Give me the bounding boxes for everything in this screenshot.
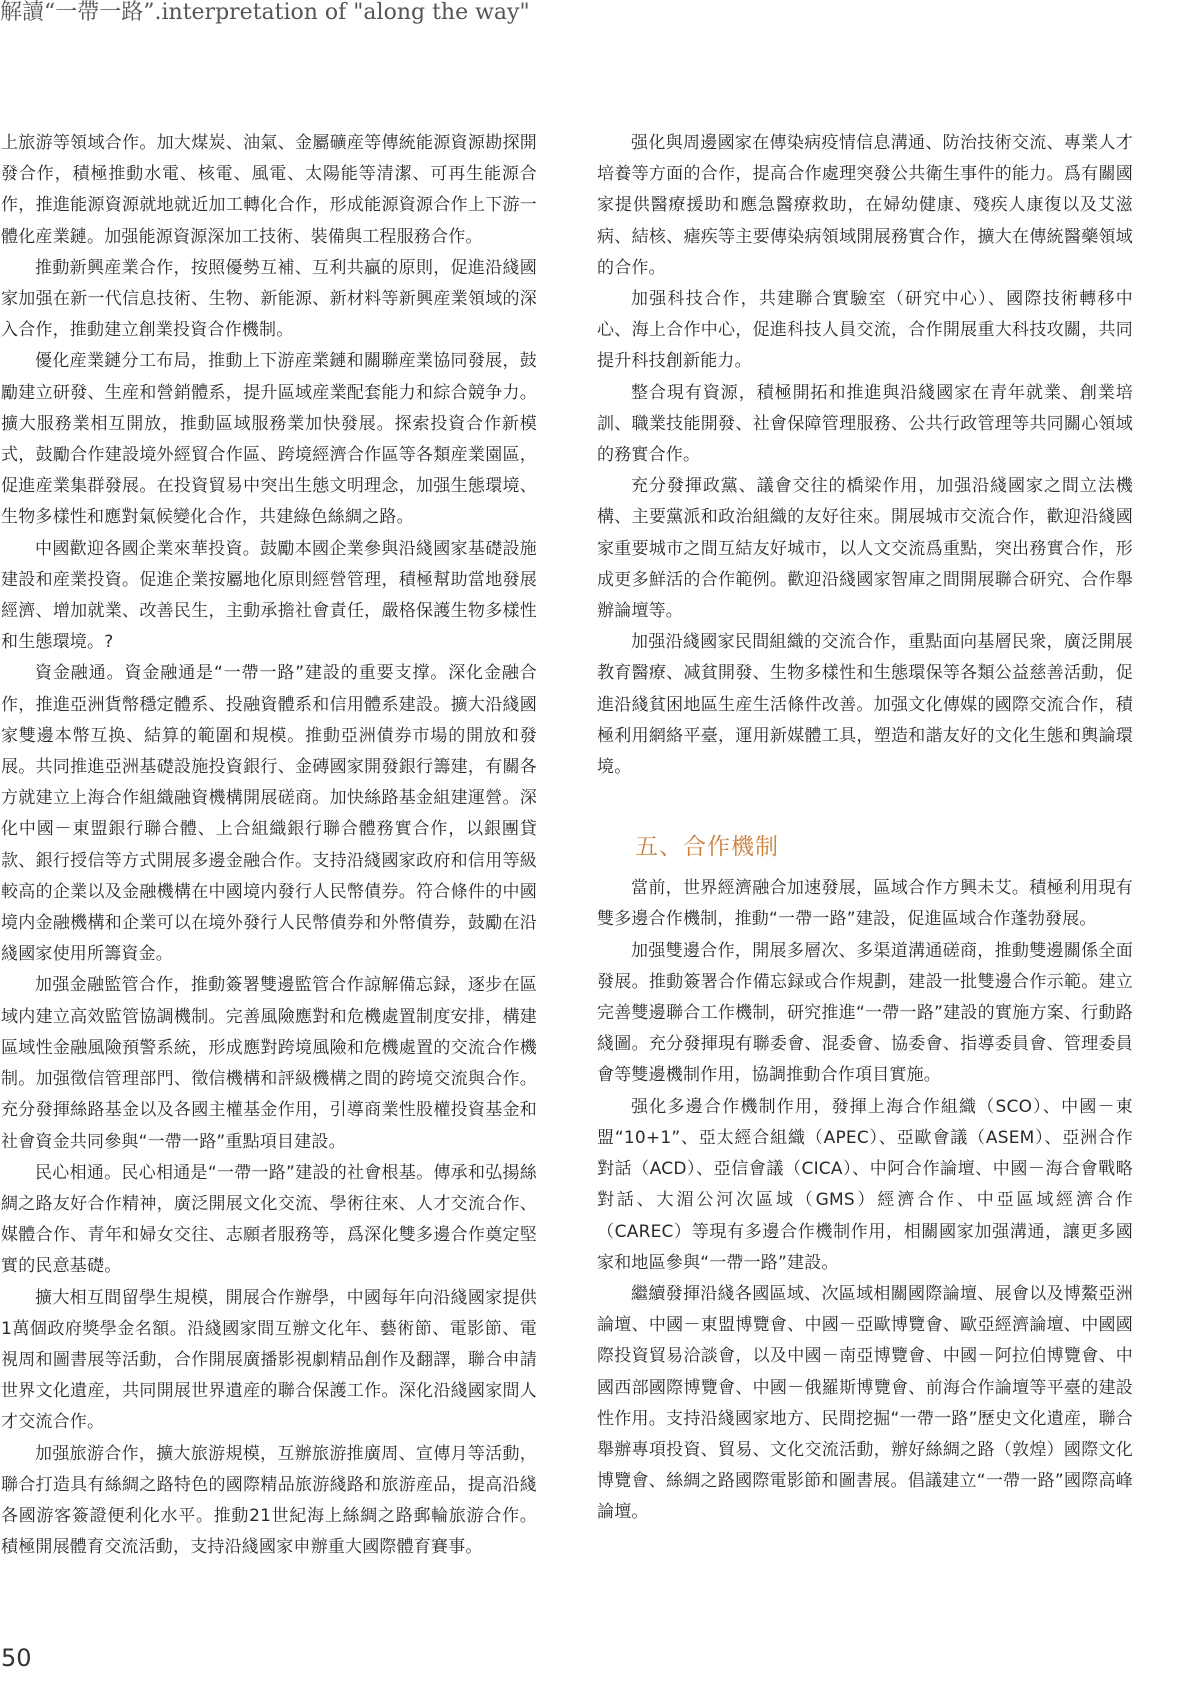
body-paragraph: 上旅游等領域合作。加大煤炭、油氣、金屬礦産等傳統能源資源勘探開發合作，積極推動水電、核電、風電、太陽能等清潔、可再生能源合作，推進能源資源就地就近加工轉化合作，形成能源資源合作上下游一體化産業鏈。加强能源資源深加工技術、裝備與工程服務合作。 [1, 133, 537, 247]
left-column [1, 128, 537, 1563]
body-paragraph: 民心相通。民心相通是“一帶一路”建設的社會根基。傳承和弘揚絲綢之路友好合作精神，廣泛開展文化交流、學術往來、人才交流合作、媒體合作、青年和婦女交往、志願者服務等，爲深化雙多邊合作奠定堅實的民意基礎。 [1, 1162, 537, 1277]
body-paragraph: 中國歡迎各國企業來華投資。鼓勵本國企業參與沿綫國家基礎設施建設和産業投資。促進企業按屬地化原則經營管理，積極幫助當地發展經濟、增加就業、改善民生，主動承擔社會責任，嚴格保護生物多樣性和生態環境。? [1, 538, 537, 653]
body-paragraph: 加强沿綫國家民間組織的交流合作，重點面向基層民衆，廣泛開展教育醫療、减貧開發、生物多樣性和生態環保等各類公益慈善活動，促進沿綫貧困地區生産生活條件改善。加强文化傳媒的國際交流合作，積極利用網絡平臺，運用新媒體工具，塑造和諧友好的文化生態和輿論環境。 [597, 632, 1133, 778]
body-paragraph: 擴大相互間留學生規模，開展合作辦學，中國每年向沿綫國家提供1萬個政府獎學金名額。沿綫國家間互辦文化年、藝術節、電影節、電視周和圖書展等活動，合作開展廣播影視劇精品創作及翻譯，聯合申請世界文化遺産，共同開展世界遺産的聯合保護工作。深化沿綫國家間人才交流合作。 [1, 1287, 537, 1433]
body-paragraph: 當前，世界經濟融合加速發展，區域合作方興未艾。積極利用現有雙多邊合作機制，推動“一帶一路”建設，促進區域合作蓬勃發展。 [597, 878, 1133, 930]
body-paragraph: 加强科技合作，共建聯合實驗室（研究中心）、國際技術轉移中心、海上合作中心，促進科技人員交流，合作開展重大科技攻關，共同提升科技創新能力。 [597, 289, 1133, 372]
body-paragraph: 强化與周邊國家在傳染病疫情信息溝通、防治技術交流、專業人才培養等方面的合作，提高合作處理突發公共衛生事件的能力。爲有關國家提供醫療援助和應急醫療救助，在婦幼健康、殘疾人康復以及艾滋病、結核、瘧疾等主要傳染病領域開展務實合作，擴大在傳統醫藥領域的合作。 [597, 133, 1133, 278]
right-column [597, 128, 1133, 1529]
running-header: 解讀“一帶一路”.interpretation of "along the way" [0, 0, 530, 25]
body-paragraph: 充分發揮政黨、議會交往的橋梁作用，加强沿綫國家之間立法機構、主要黨派和政治組織的友好往來。開展城市交流合作，歡迎沿綫國家重要城市之間互結友好城市，以人文交流爲重點，突出務實合作，形成更多鮮活的合作範例。歡迎沿綫國家智庫之間開展聯合研究、合作舉辦論壇等。 [597, 476, 1133, 622]
section-heading: 五、合作機制 [635, 834, 779, 861]
body-paragraph: 繼續發揮沿綫各國區域、次區域相關國際論壇、展會以及博鰲亞洲論壇、中國－東盟博覽會、中國－亞歐博覽會、歐亞經濟論壇、中國國際投資貿易洽談會，以及中國－南亞博覽會、中國－阿拉伯博覽會、中國西部國際博覽會、中國－俄羅斯博覽會、前海合作論壇等平臺的建設性作用。支持沿綫國家地方、民間挖掘“一帶一路”歷史文化遺産，聯合舉辦專項投資、貿易、文化交流活動，辦好絲綢之路（敦煌）國際文化博覽會、絲綢之路國際電影節和圖書展。倡議建立“一帶一路”國際高峰論壇。 [597, 1283, 1133, 1523]
body-paragraph: 推動新興産業合作，按照優勢互補、互利共贏的原則，促進沿綫國家加强在新一代信息技術、生物、新能源、新材料等新興産業領域的深入合作，推動建立創業投資合作機制。 [1, 257, 537, 341]
body-paragraph: 資金融通。資金融通是“一帶一路”建設的重要支撑。深化金融合作，推進亞洲貨幣穩定體系、投融資體系和信用體系建設。擴大沿綫國家雙邊本幣互换、結算的範圍和規模。推動亞洲債券市場的開放和發展。共同推進亞洲基礎設施投資銀行、金磚國家開發銀行籌建，有關各方就建立上海合作組織融資機構開展磋商。加快絲路基金組建運營。深化中國－東盟銀行聯合體、上合組織銀行聯合體務實合作，以銀團貸款、銀行授信等方式開展多邊金融合作。支持沿綫國家政府和信用等級較高的企業以及金融機構在中國境内發行人民幣債券。符合條件的中國境内金融機構和企業可以在境外發行人民幣債券和外幣債券，鼓勵在沿綫國家使用所籌資金。 [1, 663, 537, 965]
body-paragraph: 優化産業鏈分工布局，推動上下游産業鏈和關聯産業協同發展，鼓勵建立研發、生産和營銷體系，提升區域産業配套能力和綜合競争力。擴大服務業相互開放，推動區域服務業加快發展。探索投資合作新模式，鼓勵合作建設境外經貿合作區、跨境經濟合作區等各類産業園區，促進産業集群發展。在投資貿易中突出生態文明理念，加强生態環境、生物多樣性和應對氣候變化合作，共建綠色絲綢之路。 [1, 351, 537, 528]
body-paragraph: 整合現有資源，積極開拓和推進與沿綫國家在青年就業、創業培訓、職業技能開發、社會保障管理服務、公共行政管理等共同關心領域的務實合作。 [597, 382, 1133, 466]
body-paragraph: 加强雙邊合作，開展多層次、多渠道溝通磋商，推動雙邊關係全面發展。推動簽署合作備忘録或合作規劃，建設一批雙邊合作示範。建立完善雙邊聯合工作機制，研究推進“一帶一路”建設的實施方案、行動路綫圖。充分發揮現有聯委會、混委會、協委會、指導委員會、管理委員會等雙邊機制作用，協調推動合作項目實施。 [597, 940, 1133, 1086]
body-paragraph: 强化多邊合作機制作用，發揮上海合作組織（SCO）、中國－東盟“10+1”、亞太經合組織（APEC）、亞歐會議（ASEM）、亞洲合作對話（ACD）、亞信會議（CICA）、中阿合作論壇、中國－海合會戰略對話、大湄公河次區域（GMS）經濟合作、中亞區域經濟合作（CAREC）等現有多邊合作機制作用，相關國家加强溝通，讓更多國家和地區參與“一帶一路”建設。 [597, 1096, 1133, 1273]
body-paragraph: 加强金融監管合作，推動簽署雙邊監管合作諒解備忘録，逐步在區域内建立高效監管協調機制。完善風險應對和危機處置制度安排，構建區域性金融風險預警系統，形成應對跨境風險和危機處置的交流合作機制。加强徵信管理部門、徵信機構和評級機構之間的跨境交流與合作。充分發揮絲路基金以及各國主權基金作用，引導商業性股權投資基金和社會資金共同參與“一帶一路”重點項目建設。 [1, 975, 537, 1152]
page-number: 50 [1, 1644, 32, 1672]
body-paragraph: 加强旅游合作，擴大旅游規模，互辦旅游推廣周、宣傳月等活動，聯合打造具有絲綢之路特色的國際精品旅游綫路和旅游産品，提高沿綫各國游客簽證便利化水平。推動21世紀海上絲綢之路郵輪旅游合作。積極開展體育交流活動，支持沿綫國家申辦重大國際體育賽事。 [1, 1443, 537, 1558]
